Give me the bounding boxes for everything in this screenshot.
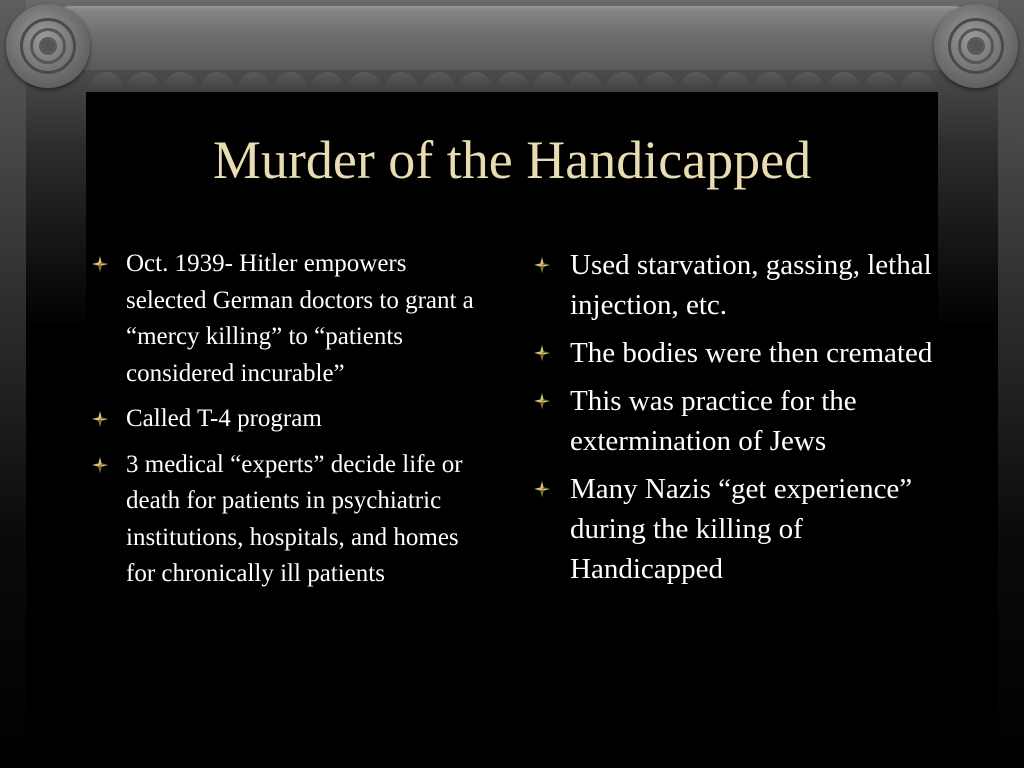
column-shaft-left bbox=[0, 0, 26, 768]
bullet-text: Used starvation, gassing, lethal injection, etc. bbox=[570, 249, 932, 321]
four-point-star-icon bbox=[534, 481, 550, 497]
list-item bbox=[90, 401, 490, 438]
bullet-text: Oct. 1939- Hitler empowers selected German doctors to grant a “mercy killing” to “patients considered incurable” bbox=[126, 250, 474, 387]
four-point-star-icon bbox=[92, 457, 108, 473]
four-point-star-icon bbox=[534, 345, 550, 361]
volute-left-icon bbox=[6, 4, 90, 88]
right-bullet-list bbox=[532, 245, 952, 597]
four-point-star-icon bbox=[92, 256, 108, 272]
four-point-star-icon bbox=[534, 257, 550, 273]
bullet-text: The bodies were then cremated bbox=[570, 337, 933, 369]
list-item bbox=[90, 447, 490, 593]
slide-title: Murder of the Handicapped bbox=[212, 130, 812, 190]
bullet-text: This was practice for the extermination of Jews bbox=[570, 385, 857, 457]
column-shaft-right bbox=[998, 0, 1024, 768]
four-point-star-icon bbox=[534, 393, 550, 409]
bullet-text: Many Nazis “get experience” during the killing of Handicapped bbox=[570, 473, 913, 585]
list-item bbox=[532, 245, 952, 325]
volute-right-icon bbox=[934, 4, 1018, 88]
bullet-text: 3 medical “experts” decide life or death for patients in psychiatric institutions, hospitals, and homes for chronically ill patients bbox=[126, 450, 463, 587]
list-item bbox=[532, 469, 952, 589]
list-item bbox=[532, 333, 952, 373]
list-item bbox=[532, 381, 952, 461]
list-item bbox=[90, 246, 490, 392]
left-bullet-list bbox=[90, 246, 490, 602]
column-abacus bbox=[40, 6, 984, 70]
egg-and-dart-molding bbox=[88, 72, 936, 94]
bullet-text: Called T-4 program bbox=[126, 405, 322, 432]
four-point-star-icon bbox=[92, 411, 108, 427]
